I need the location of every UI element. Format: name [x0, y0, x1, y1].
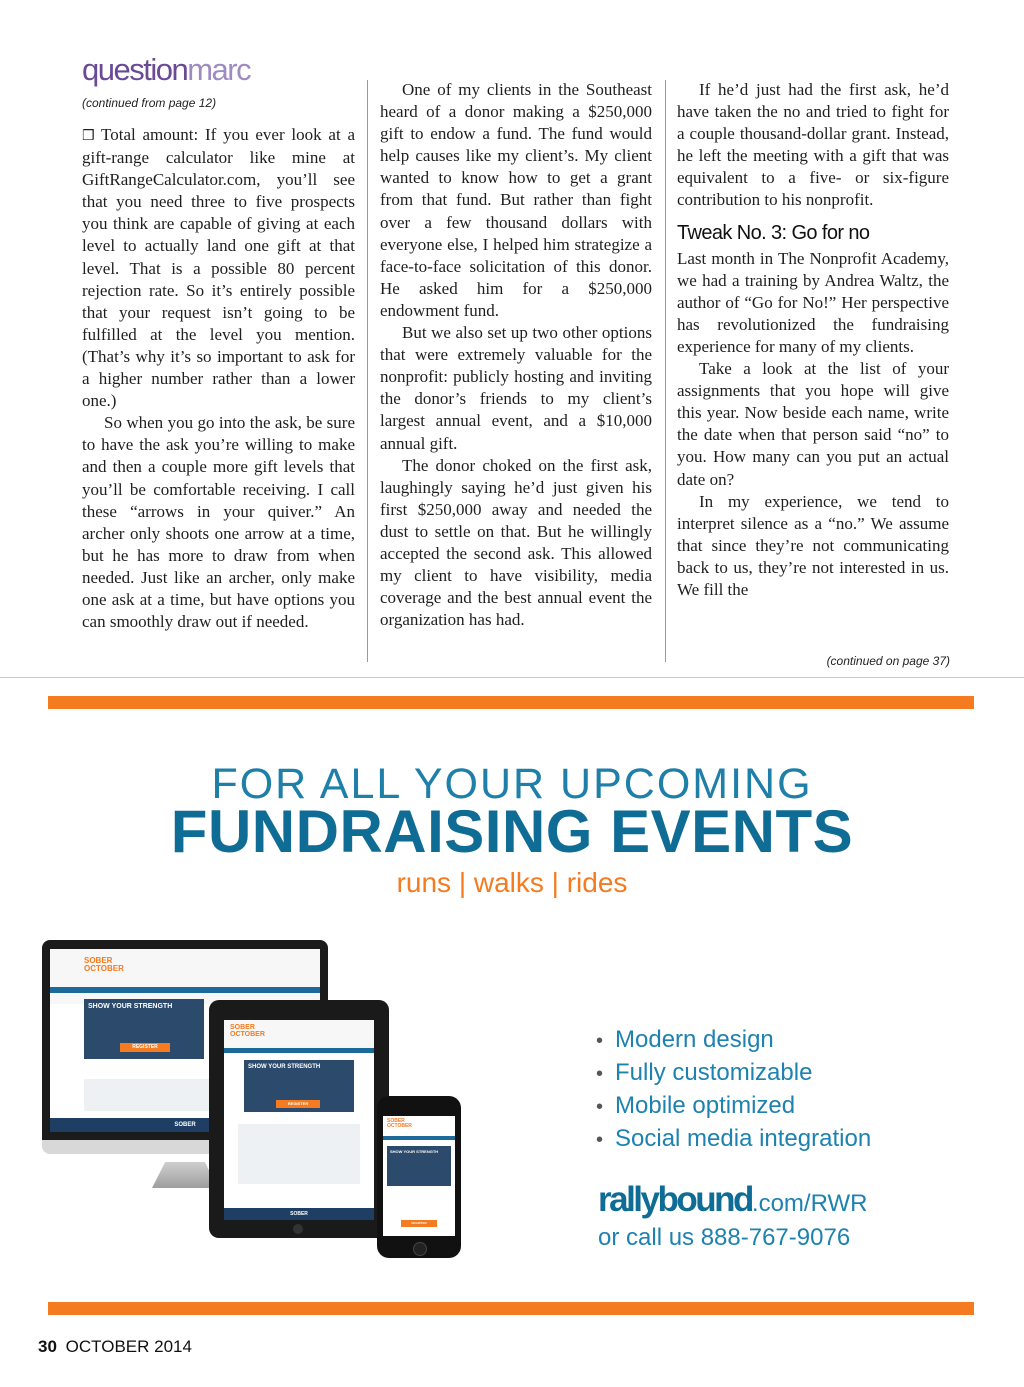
continued-from-note: (continued from page 12): [82, 96, 217, 110]
page-footer: [38, 1337, 192, 1357]
checkbox-icon: ❒: [82, 128, 95, 144]
brand-logo: rallybound: [598, 1180, 752, 1219]
column-divider: [665, 80, 666, 662]
section-heading: Tweak No. 3: Go for no: [677, 221, 870, 244]
tablet-screen: SOBER OCTOBER SHOW YOUR STRENGTH REGISTER SOBER: [224, 1020, 374, 1220]
page-number: 30: [38, 1337, 57, 1356]
url-suffix: .com/RWR: [751, 1190, 868, 1217]
paragraph: ❒ Total amount: If you ever look at a gift-range calculator like mine at GiftRangeCalculator.com, you’ll see that you need three to five prospects you think are capable of giving at each level to actually land one gift at that level. That is a possible 80 percent rejection rate. So it’s entirely possible that your request isn’t going to be fulfilled at the level you mention. (That’s why it’s so important to ask for a higher number rather than a lower one.): [82, 125, 356, 411]
paragraph: So when you go into the ask, be sure to have the ask you’re willing to make and then a couple more gift levels that you’ll be comfortable receiving. I call these “arrows in your quiver.” An archer only shoots one arrow at a time, but he has more to draw from when needed. Just like an archer, only make one ask at a time, but have options you can smoothly draw out if needed.: [82, 413, 355, 632]
feature-item: • Modern design: [596, 1026, 774, 1053]
column-divider: [367, 80, 368, 662]
ad-bottom-bar: [48, 1302, 974, 1315]
article-column-1: [82, 124, 355, 633]
feature-item: • Fully customizable: [596, 1059, 813, 1086]
issue-date: OCTOBER 2014: [65, 1337, 192, 1356]
ad-headline-line2: FUNDRAISING EVENTS: [170, 798, 854, 865]
article-column-3: [677, 79, 949, 601]
brand-url[interactable]: [598, 1180, 867, 1220]
feature-item: • Social media integration: [596, 1125, 872, 1152]
monitor-screen: SOBER OCTOBER SHOW YOUR STRENGTH REGISTER SOBER: [50, 949, 320, 1132]
paragraph: Take a look at the list of your assignments that you hope will give this year. Now beside each name, write the date when that person said “no” to you. How many can you put an actual date on?: [677, 359, 949, 489]
phone-device: [377, 1096, 461, 1258]
paragraph: But we also set up two other options that were extremely valuable for the nonprofit: publicly hosting and inviting the donor’s friends to my client’s largest annual event, and a $10,000 annual gift.: [380, 323, 652, 453]
feature-item: • Mobile optimized: [596, 1092, 796, 1119]
article-column-2: [380, 79, 652, 631]
page-divider: [0, 677, 1024, 678]
continued-on-note: (continued on page 37): [826, 654, 950, 668]
ad-top-bar: [48, 696, 974, 709]
ad-tagline: runs | walks | rides: [396, 867, 628, 898]
paragraph: Last month in The Nonprofit Academy, we had a training by Andrea Waltz, the author of “Go for No!” Her perspective has revolutionized the fundraising experience for many of my clients.: [677, 248, 949, 356]
tablet-device: [209, 1000, 389, 1238]
paragraph: One of my clients in the Southeast heard of a donor making a $250,000 gift to endow a fund. The fund would help causes like my client’s. My client wanted to know how to get a grant from that fund. But rather than fight over a few thousand dollars with everyone else, I helped him strategize a face-to-face solicitation of this donor. He asked him for a $250,000 endowment fund.: [380, 80, 652, 320]
column-logo: questionmarc: [82, 52, 251, 87]
phone-screen: SOBER OCTOBER SHOW YOUR STRENGTH REGISTER: [383, 1116, 455, 1236]
paragraph: If he’d just had the first ask, he’d have taken the no and tried to fight for a couple thousand-dollar grant. Instead, he left the meeting with a gift that was equivalent to a five- or six-figure contribution to his nonprofit.: [677, 80, 949, 210]
paragraph: In my experience, we tend to interpret silence as a “no.” We assume that since they’re not communicating back to us, they’re not interested in us. We fill the: [677, 491, 949, 599]
paragraph: The donor choked on the first ask, laughingly saying he’d just given his first $250,000 away and needed the dust to settle on that. But he willingly accepted the second ask. This allowed my client to have visibility, media coverage and the best annual event the organization has had.: [380, 455, 652, 630]
feature-list: [596, 1024, 871, 1156]
ad-headline-line1: FOR ALL YOUR UPCOMING: [211, 760, 813, 808]
phone-call-text: or call us 888-767-9076: [598, 1224, 851, 1251]
